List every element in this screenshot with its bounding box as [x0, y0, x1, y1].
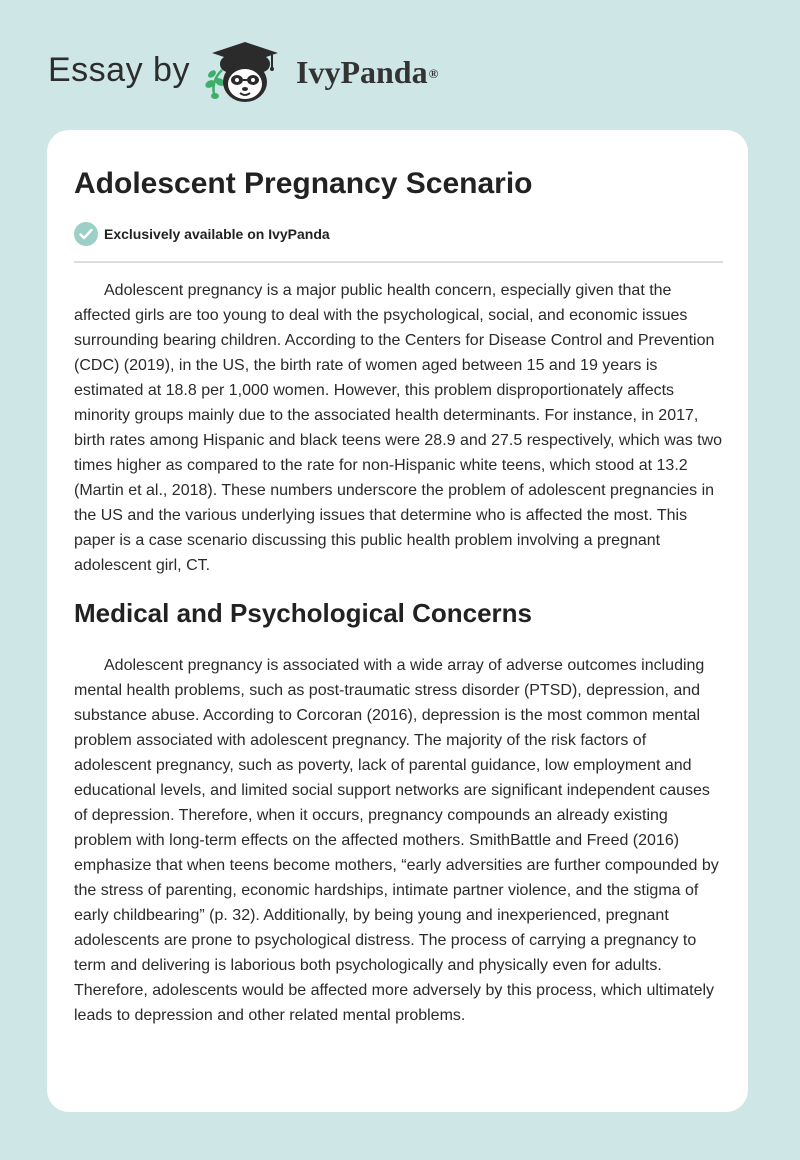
exclusive-badge — [74, 221, 330, 247]
brand-name[interactable] — [296, 52, 438, 92]
brand-prefix: Essay by — [48, 51, 190, 89]
page-title: Adolescent Pregnancy Scenario — [74, 167, 533, 200]
brand-name-text: IvyPanda — [296, 54, 428, 90]
title-divider — [74, 261, 723, 263]
intro-paragraph: Adolescent pregnancy is a major public health concern, especially given that the affected girls are too young to deal with the psychological, social, and economic issues surrounding bearing children. According to the Centers for Disease Control and Prevention (CDC) (2019), in the US, the birth rate of women aged between 15 and 19 years is estimated at 18.8 per 1,000 women. However, this problem disproportionately affects minority groups mainly due to the associated health determinants. For instance, in 2017, birth rates among Hispanic and black teens were 28.9 and 27.5 respectively, which was two times higher as compared to the rate for non-Hispanic white teens, which stood at 13.2 (Martin et al., 2018). These numbers underscore the problem of adolescent pregnancies in the US and the various underlying issues that determine who is affected the most. This paper is a case scenario discussing this public health problem involving a pregnant adolescent girl, CT. — [74, 282, 723, 574]
panda-graduate-icon[interactable] — [200, 36, 290, 108]
section-heading: Medical and Psychological Concerns — [74, 598, 533, 628]
registered-mark: ® — [428, 66, 439, 81]
site-header — [0, 0, 800, 130]
essay-card — [47, 130, 748, 1112]
section-paragraph: Adolescent pregnancy is associated with a wide array of adverse outcomes including mental health problems, such as post-traumatic stress disorder (PTSD), depression, and substance abuse. According to Corcoran (2016), depression is the most common mental problem associated with adolescent pregnancy. The majority of the risk factors of adolescent pregnancy, such as poverty, lack of parental guidance, low employment and educational levels, and limited social support networks are significant independent causes of depression. Therefore, when it occurs, pregnancy compounds an already existing problem with long-term effects on the affected mothers. SmithBattle and Freed (2016) emphasize that when teens become mothers, “early adversities are further compounded by the stress of parenting, economic hardships, intimate partner violence, and the stigma of early childbearing” (p. 32). Additionally, by being young and inexperienced, pregnant adolescents are prone to psychological distress. The process of carrying a pregnancy to term and delivering is laborious both psychologically and physically even for adults. Therefore, adolescents would be affected more adversely by this process, which ultimately leads to depression and other related mental problems. — [74, 657, 719, 1024]
exclusive-label: Exclusively available on IvyPanda — [104, 226, 330, 242]
check-circle-icon — [74, 222, 98, 246]
